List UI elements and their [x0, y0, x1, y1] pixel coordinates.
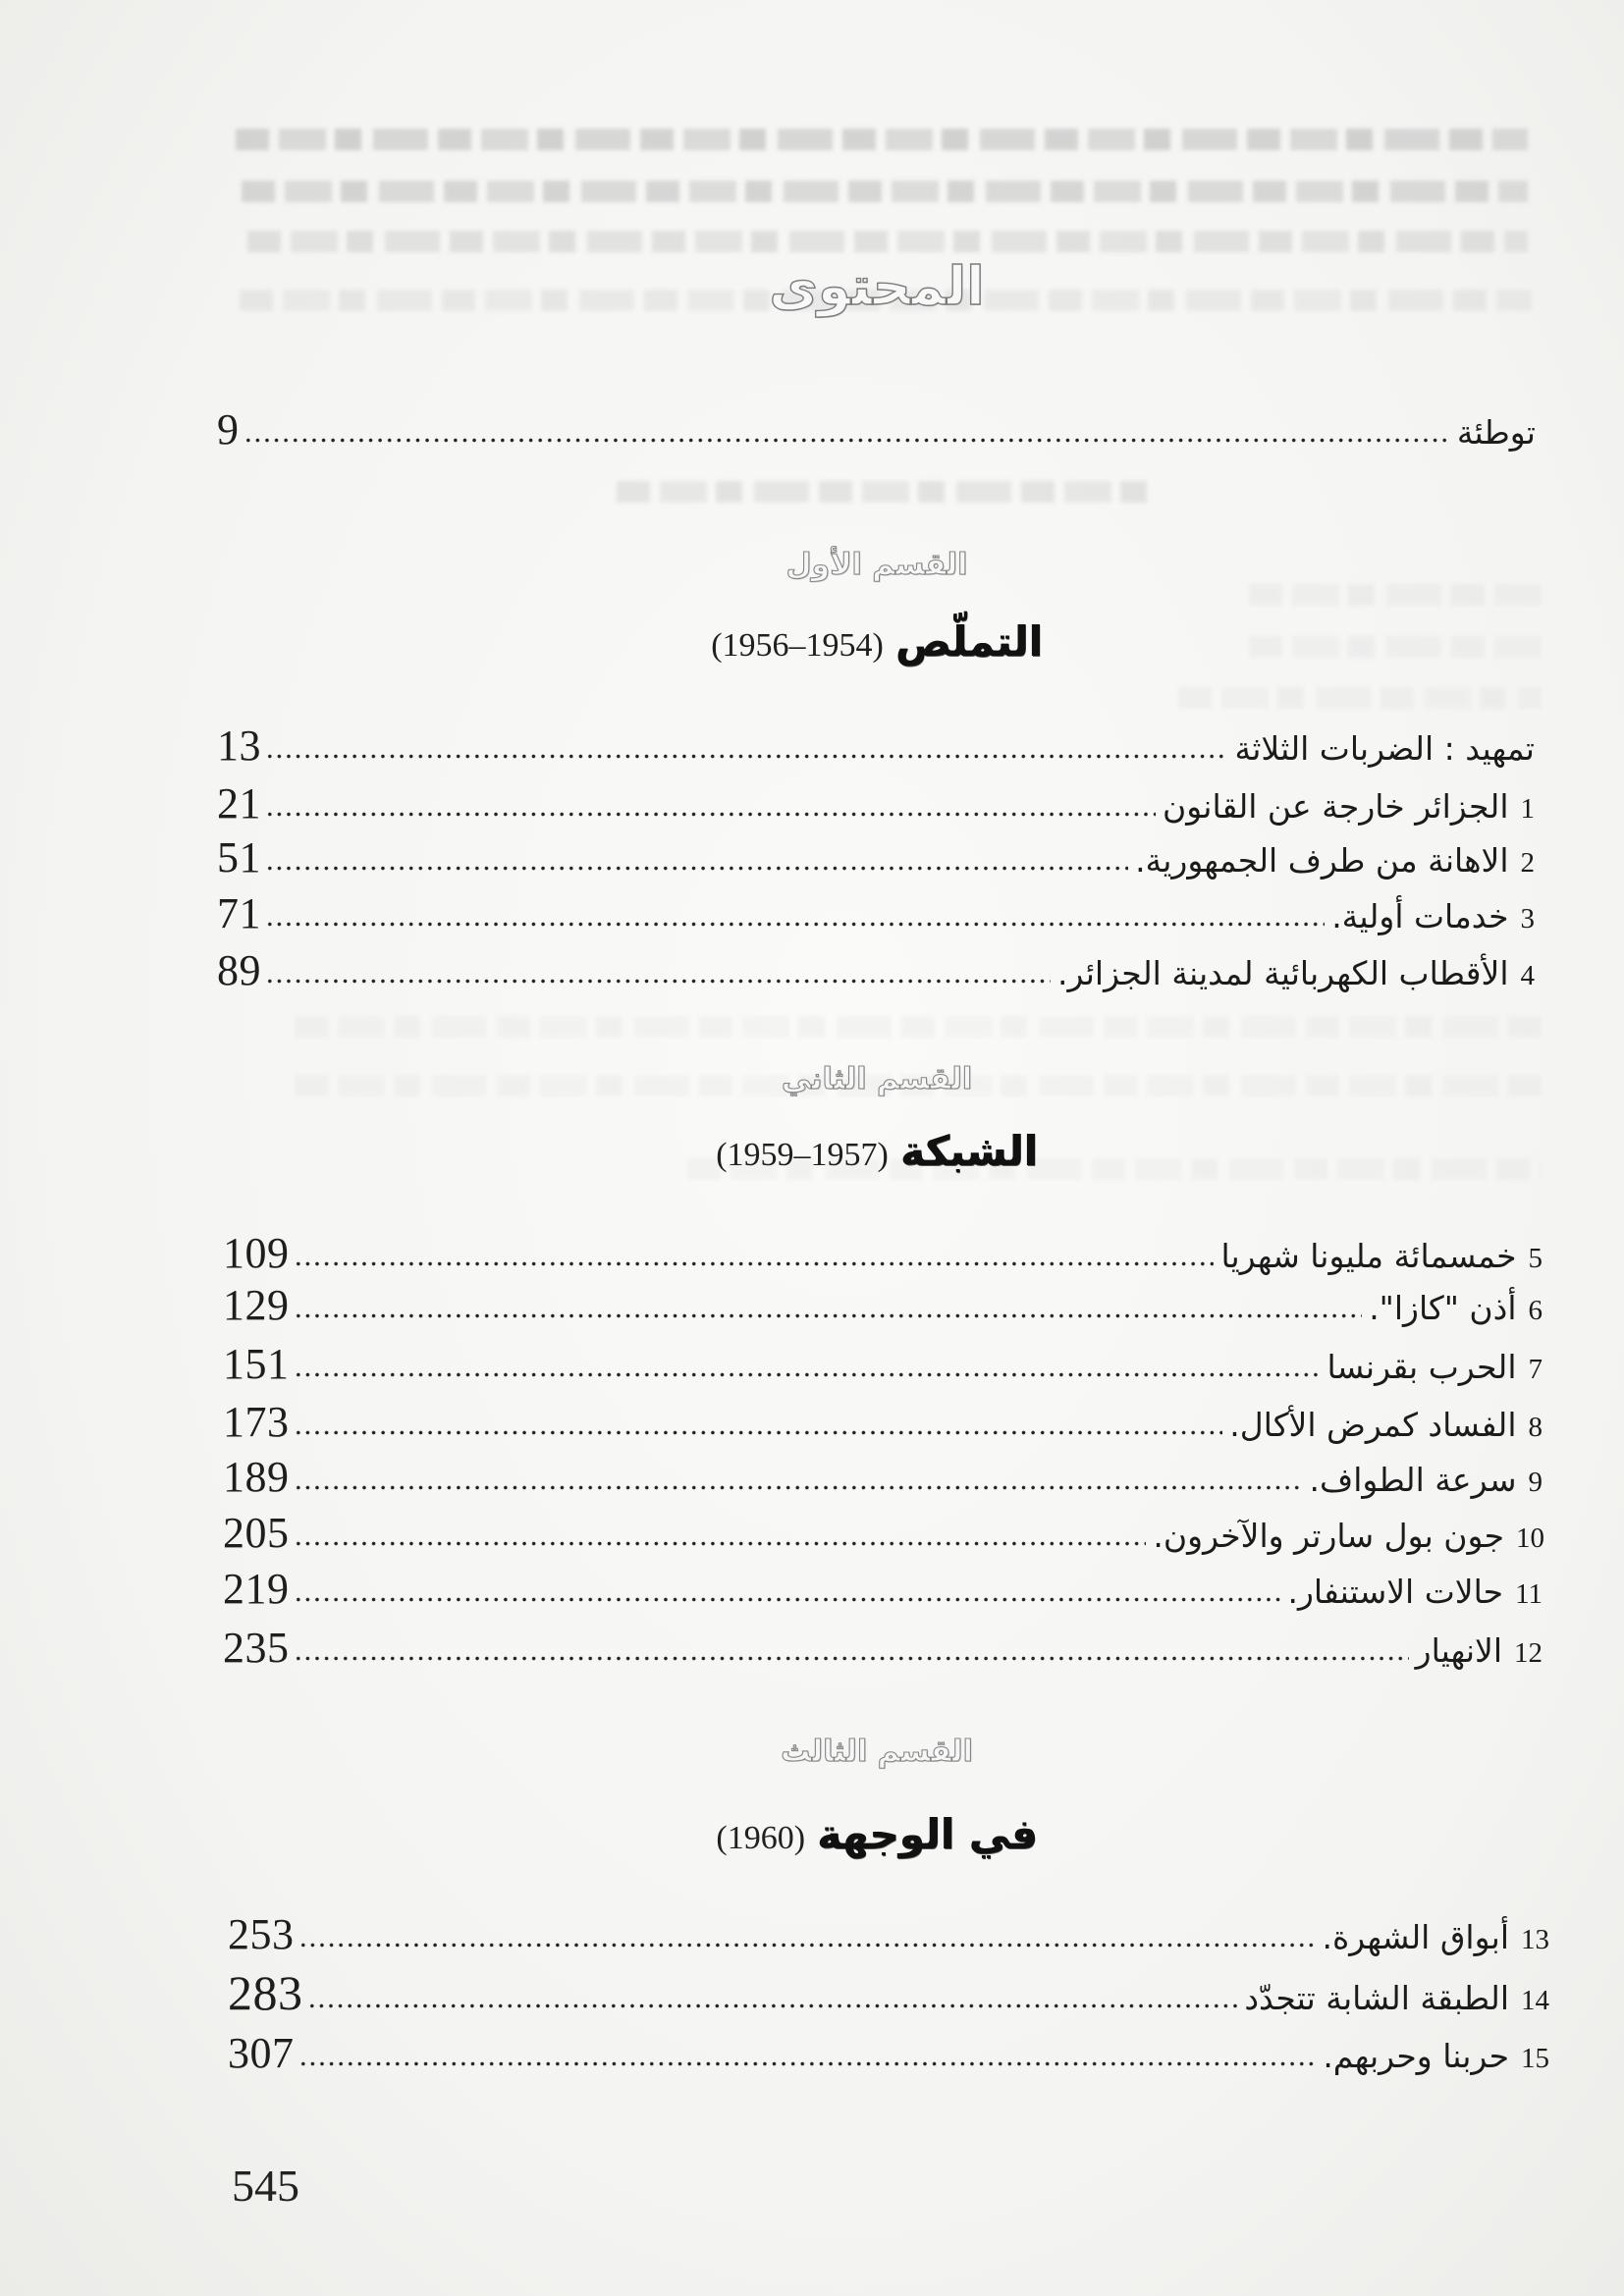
- toc-entry: [228, 1910, 1549, 1961]
- toc-entry: [223, 1509, 1544, 1560]
- toc-entry: [228, 1965, 1549, 2020]
- entry-label: جون بول سارتر والآخرون.: [1153, 1517, 1504, 1555]
- part-title: الشبكة: [899, 1127, 1038, 1175]
- dot-leader: [294, 1540, 1147, 1547]
- part-kicker: القسم الأول: [785, 548, 968, 582]
- dot-leader: [265, 865, 1128, 872]
- entry-label: خمسمائة مليونا شهريا: [1220, 1237, 1517, 1275]
- entry-page-number: 21: [217, 779, 261, 828]
- toc-entry: [223, 1281, 1543, 1332]
- toc-entry: [223, 1453, 1543, 1504]
- bleed-through-line: [247, 231, 1528, 252]
- toc-entry: [217, 833, 1535, 884]
- entry-title: [1235, 724, 1535, 774]
- entry-title: [1288, 1568, 1543, 1619]
- entry-number: 9: [1528, 1467, 1543, 1498]
- dot-leader: [265, 753, 1228, 760]
- entry-label: أبواق الشهرة.: [1322, 1918, 1509, 1956]
- bleed-through-line: [1178, 687, 1542, 709]
- entry-page-number: 205: [223, 1509, 290, 1557]
- entry-label: خدمات أولية.: [1331, 897, 1509, 935]
- entry-label: الجزائر خارجة عن القانون: [1163, 787, 1509, 826]
- entry-title: [1310, 1456, 1543, 1507]
- toc-entry: [223, 1565, 1543, 1616]
- entry-page-number: 89: [217, 946, 261, 994]
- entry-page-number: 151: [223, 1340, 290, 1388]
- entry-title: [1323, 2032, 1549, 2083]
- entry-page-number: 235: [223, 1624, 290, 1672]
- part-years: (1954–1956): [711, 627, 884, 664]
- bleed-through-line: [617, 481, 1147, 503]
- bleed-through-line: [295, 1016, 1542, 1038]
- toc-entry-intro: [217, 405, 1536, 456]
- entry-number: 1: [1520, 793, 1535, 825]
- entry-page-number: 253: [228, 1910, 295, 1958]
- part-heading: [386, 1805, 1368, 1864]
- entry-title: [1416, 1627, 1543, 1678]
- toc-entry: [223, 1398, 1543, 1449]
- contents-title: المحتوى: [769, 255, 985, 317]
- dot-leader: [298, 1942, 1316, 1949]
- entry-number: 12: [1514, 1637, 1543, 1669]
- entry-number: 6: [1528, 1295, 1543, 1326]
- entry-page-number: 283: [228, 1965, 303, 2020]
- entry-title: [1229, 1401, 1543, 1452]
- toc-entry: [228, 2029, 1549, 2080]
- entry-number: 14: [1521, 1985, 1549, 2016]
- part-title: التملّص: [894, 617, 1043, 666]
- part-heading: [386, 613, 1368, 671]
- entry-label: الحرب بقرنسا: [1326, 1348, 1517, 1386]
- dot-leader: [294, 1429, 1223, 1436]
- part-heading: [386, 1122, 1368, 1181]
- entry-title: [1135, 836, 1535, 887]
- dot-leader: [294, 1596, 1281, 1603]
- entry-title: [1153, 1512, 1544, 1563]
- entry-page-number: 173: [223, 1398, 290, 1446]
- entry-page-number: 51: [217, 833, 261, 881]
- entry-number: 3: [1520, 903, 1535, 934]
- entry-page-number: 9: [217, 405, 240, 454]
- entry-label: حربنا وحربهم.: [1323, 2037, 1509, 2075]
- entry-number: 11: [1515, 1578, 1543, 1610]
- toc-entry: [223, 1624, 1543, 1675]
- entry-page-number: 307: [228, 2029, 295, 2077]
- entry-label: الفساد كمرض الأكال.: [1229, 1406, 1517, 1444]
- entry-title: [1331, 892, 1535, 943]
- dot-leader: [294, 1312, 1363, 1319]
- dot-leader: [265, 811, 1156, 818]
- dot-leader: [265, 978, 1051, 985]
- entry-label: حالات الاستنفار.: [1287, 1573, 1504, 1611]
- part-years: (1960): [716, 1820, 806, 1856]
- dot-leader: [294, 1655, 1409, 1662]
- entry-page-number: 109: [223, 1229, 290, 1277]
- dot-leader: [294, 1484, 1303, 1491]
- dot-leader: [244, 437, 1450, 444]
- entry-title: [1322, 1913, 1549, 1964]
- entry-title: [1220, 1232, 1543, 1283]
- dot-leader: [298, 2060, 1317, 2067]
- entry-page-number: 219: [223, 1565, 290, 1613]
- entry-number: 8: [1528, 1412, 1543, 1443]
- bleed-through-line: [242, 181, 1528, 202]
- entry-label: سرعة الطواف.: [1309, 1461, 1517, 1499]
- entry-number: 5: [1528, 1243, 1543, 1274]
- part-kicker: القسم الثالث: [781, 1735, 973, 1769]
- toc-entry: [223, 1340, 1543, 1391]
- entry-label: الأقطاب الكهربائية لمدينة الجزائر.: [1057, 954, 1509, 992]
- entry-label: الطبقة الشابة تتجدّد: [1244, 1979, 1509, 2017]
- entry-title: [1326, 1343, 1543, 1394]
- entry-label: الانهيار: [1415, 1631, 1502, 1670]
- dot-leader: [294, 1260, 1215, 1267]
- part-title: في الوجهة: [817, 1810, 1038, 1858]
- entry-number: 13: [1521, 1924, 1549, 1955]
- part-years: (1957–1959): [716, 1137, 889, 1173]
- entry-title: [1163, 782, 1535, 833]
- entry-number: 10: [1516, 1522, 1544, 1554]
- entry-title: [1369, 1284, 1543, 1335]
- entry-title: [1244, 1974, 1549, 2025]
- toc-entry: [217, 721, 1535, 773]
- entry-title: توطئة: [1456, 413, 1536, 452]
- page-folio-number: 545: [232, 2161, 299, 2211]
- toc-entry: [223, 1229, 1543, 1280]
- toc-entry: [217, 946, 1535, 997]
- entry-page-number: 71: [217, 889, 261, 937]
- toc-entry: [217, 779, 1535, 830]
- entry-page-number: 189: [223, 1453, 290, 1501]
- toc-entry: [217, 889, 1535, 940]
- entry-page-number: 13: [217, 721, 261, 770]
- entry-number: 2: [1520, 847, 1535, 879]
- part-kicker: القسم الثاني: [781, 1062, 973, 1096]
- dot-leader: [294, 1371, 1321, 1378]
- entry-number: 7: [1528, 1354, 1543, 1385]
- entry-page-number: 129: [223, 1281, 290, 1329]
- bleed-through-line: [236, 129, 1528, 150]
- entry-label: أذن "كازا".: [1369, 1289, 1517, 1327]
- entry-number: 15: [1521, 2043, 1549, 2074]
- entry-label: تمهيد : الضربات الثلاثة: [1234, 729, 1535, 768]
- entry-number: 4: [1520, 960, 1535, 991]
- entry-label: الاهانة من طرف الجمهورية.: [1135, 841, 1509, 880]
- dot-leader: [307, 2002, 1238, 2009]
- entry-title: [1057, 949, 1535, 1000]
- dot-leader: [265, 921, 1325, 928]
